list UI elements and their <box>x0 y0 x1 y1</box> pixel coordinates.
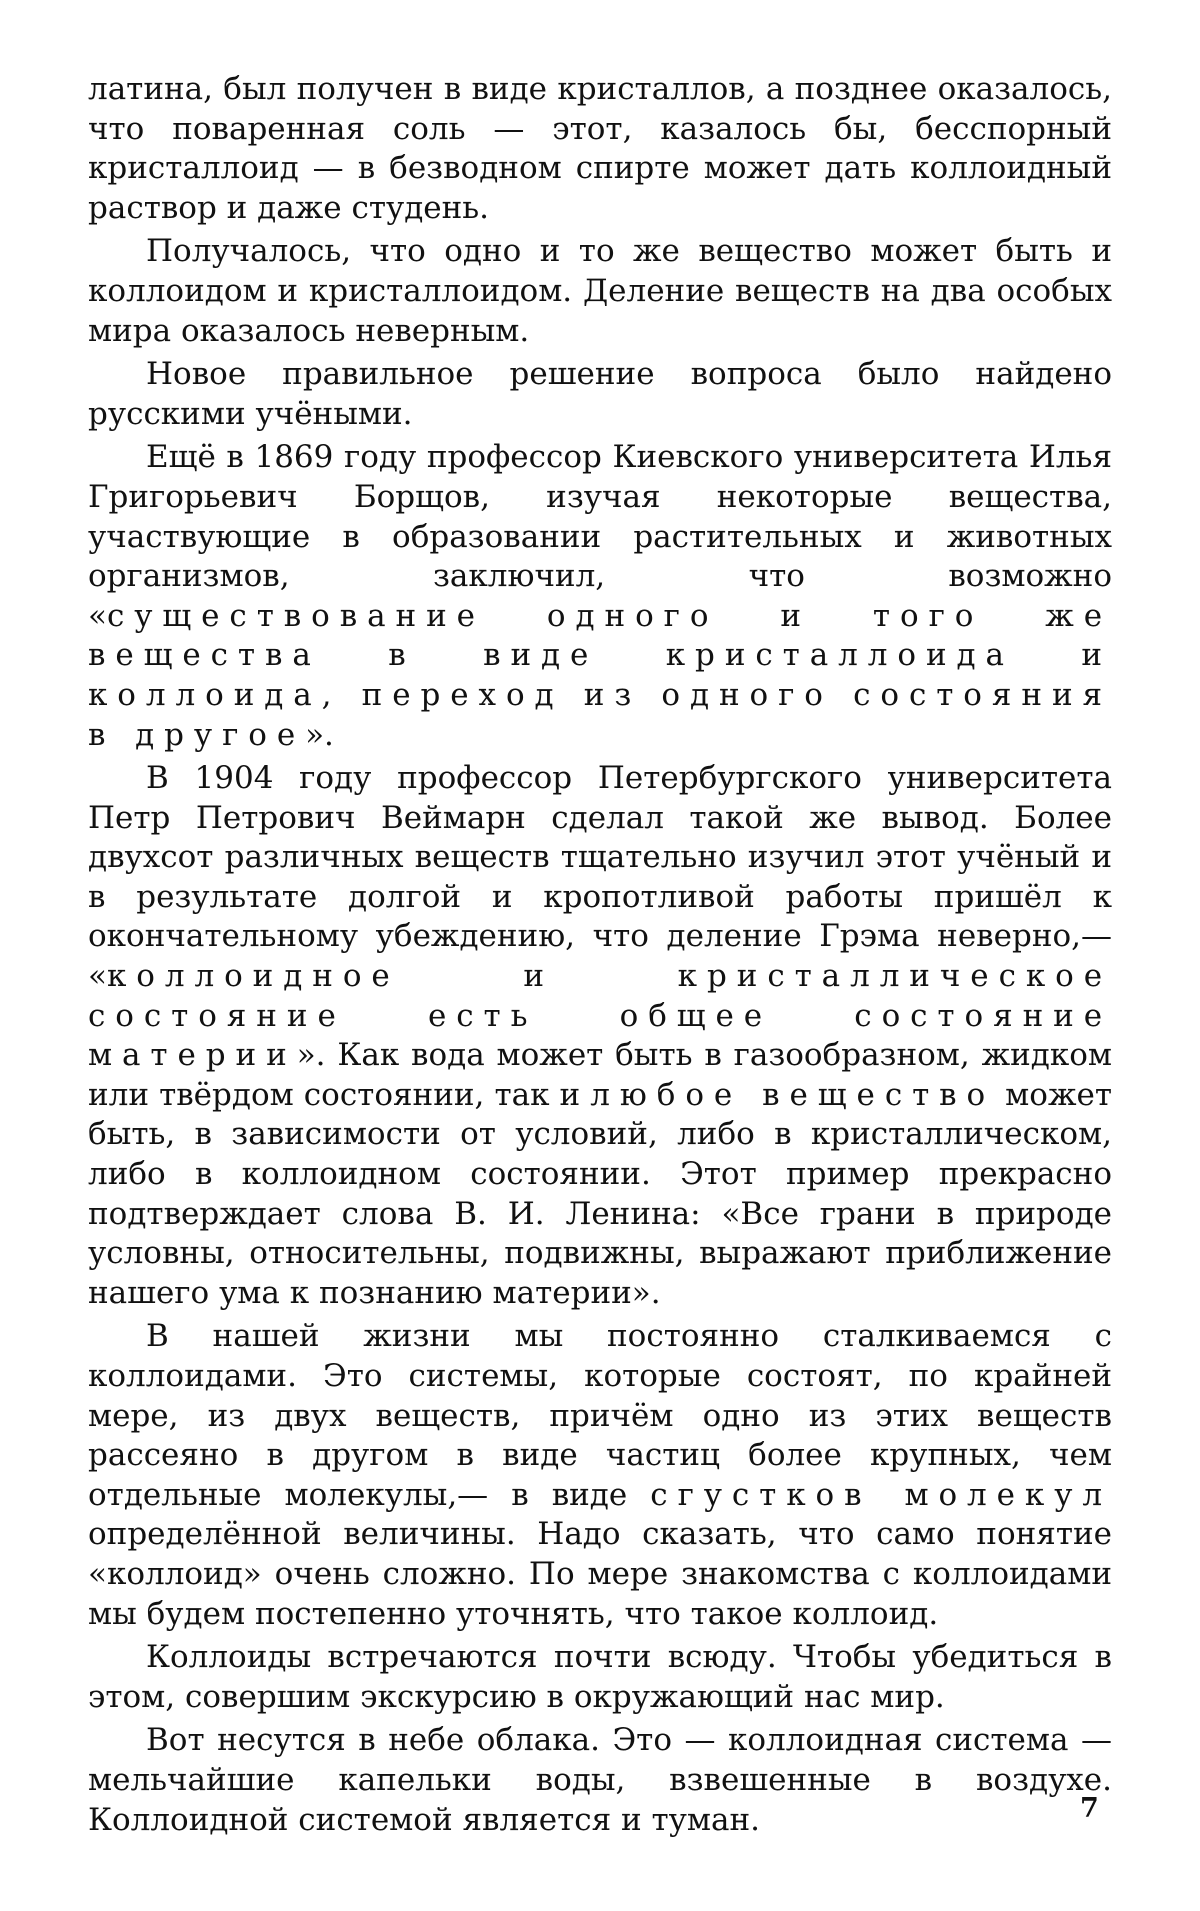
paragraph-1 <box>88 70 1112 228</box>
paragraph-8 <box>88 1721 1112 1840</box>
paragraph-text: ». Как вода может быть в газообразном, жидком или твёрдом состоянии, так и <box>88 1037 1112 1113</box>
paragraph-text: Получалось, что одно и то же вещество может быть и коллоидом и кристаллоидом. Деление веществ на два особых мира оказалось неверным. <box>88 233 1112 349</box>
paragraph-7 <box>88 1638 1112 1717</box>
paragraph-text: Вот несутся в небе облака. Это — коллоидная система — мельчайшие капельки воды, взвешенные в воздухе. Коллоидной системой является и туман. <box>88 1722 1112 1838</box>
paragraph-2 <box>88 232 1112 351</box>
paragraph-text: Новое правильное решение вопроса было найдено русскими учёными. <box>88 356 1112 432</box>
page-text-column <box>88 70 1112 1844</box>
paragraph-6 <box>88 1317 1112 1634</box>
paragraph-5 <box>88 759 1112 1313</box>
paragraph-text: В нашей жизни мы постоянно сталкиваемся с коллоидами. Это системы, которые состоят, по крайней мере, из двух веществ, причём одно из этих веществ рассеяно в другом в виде частиц более крупных, чем отдельные молекулы,— в виде <box>88 1318 1112 1513</box>
paragraph-text: ». <box>305 716 334 753</box>
spaced-emphasis-text: любое вещество <box>590 1076 996 1113</box>
spaced-emphasis-text: существование одного и того же вещества в виде кристаллоида и коллоида, переход из одного состояния в другое <box>88 597 1112 753</box>
paragraph-text: определённой величины. Надо сказать, что само понятие «коллоид» очень сложно. По мере знакомства с коллоидами мы будем постепенно уточнять, что такое коллоид. <box>88 1516 1112 1632</box>
paragraph-4 <box>88 438 1112 755</box>
paragraph-text: может быть, в зависимости от условий, либо в кристаллическом, либо в коллоидном состоянии. Этот пример прекрасно подтверждает слова В. И. Ленина: «Все грани в природе условны, относительны, подвижны, выражают приближение нашего ума к познанию материи». <box>88 1076 1112 1311</box>
page-number: 7 <box>1080 1793 1099 1824</box>
paragraph-3 <box>88 355 1112 434</box>
paragraph-text: латина, был получен в виде кристаллов, а позднее оказалось, что поваренная соль — этот, казалось бы, бесспорный кристаллоид — в безводном спирте может дать коллоидный раствор и даже студень. <box>88 71 1112 226</box>
spaced-emphasis-text: сгустков молекул <box>650 1476 1113 1513</box>
spaced-emphasis-text: коллоидное и кристаллическое состояние есть общее состояние материи <box>88 958 1112 1074</box>
paragraph-text: В 1904 году профессор Петербургского университета Петр Петрович Веймарн сделал такой же вывод. Более двухсот различных веществ тщательно изучил этот учёный и в результате долгой и кропотливой работы пришёл к окончательному убеждению, что деление Грэма неверно,— « <box>88 760 1112 995</box>
paragraph-text: Коллоиды встречаются почти всюду. Чтобы убедиться в этом, совершим экскурсию в окружающий нас мир. <box>88 1639 1112 1715</box>
paragraph-text: Ещё в 1869 году профессор Киевского университета Илья Григорьевич Борщов, изучая некоторые вещества, участвующие в образовании растительных и животных организмов, заключил, что возможно « <box>88 439 1112 634</box>
